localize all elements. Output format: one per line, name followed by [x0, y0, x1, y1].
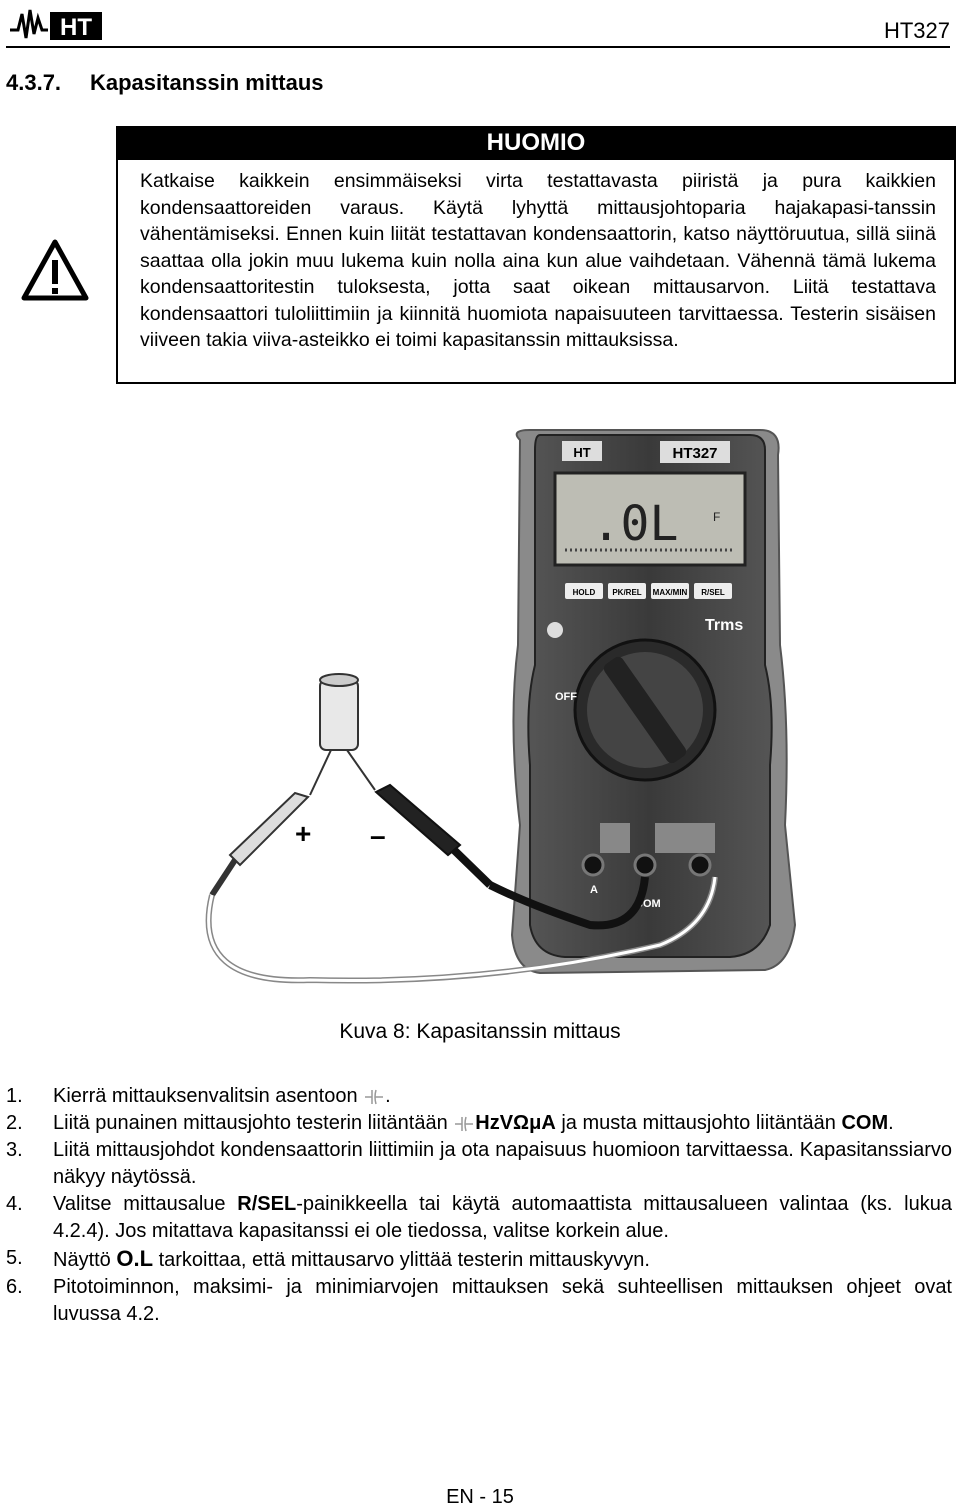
section-number: 4.3.7.	[6, 70, 62, 95]
step-number: 2.	[6, 1112, 23, 1134]
black-probe	[376, 785, 490, 885]
logo-text: HT	[60, 14, 92, 41]
step-text: Kierrä mittauksenvalitsin asentoon	[53, 1085, 364, 1107]
capacitor	[310, 674, 375, 795]
ol-indicator: O.L	[116, 1246, 154, 1271]
step-text: Näyttö	[53, 1249, 117, 1271]
jack-name: HzVΩμA	[475, 1112, 556, 1134]
section-title: Kapasitanssin mittaus	[90, 70, 324, 95]
minus-sign: –	[370, 820, 386, 851]
step-4	[6, 1191, 952, 1245]
jack-a	[583, 855, 603, 875]
lcd-unit: F	[713, 510, 721, 524]
capacitor-symbol-icon	[453, 1115, 475, 1133]
step-text: ja musta mittausjohto liitäntään	[555, 1112, 842, 1134]
rsel-key: R/SEL	[237, 1193, 297, 1215]
step-number: 1.	[6, 1085, 23, 1107]
plus-sign: +	[295, 818, 312, 849]
step-2	[6, 1110, 952, 1137]
step-5	[6, 1245, 952, 1274]
step-text: Liitä mittausjohdot kondensaattorin liittimiin ja ota napaisuus huomioon tarvittaessa. Kapasitanssiarvo näkyy näytössä.	[53, 1139, 952, 1188]
capacitor-symbol-icon	[363, 1088, 385, 1106]
jack-com-label: COM	[635, 898, 661, 910]
step-number: 5.	[6, 1247, 23, 1269]
jack-com	[635, 855, 655, 875]
maxmin-button-label: MAX/MIN	[652, 588, 688, 597]
multimeter-figure	[190, 425, 800, 1025]
com-jack-name: COM	[841, 1112, 889, 1134]
jack-hzvohm	[690, 855, 710, 875]
figure-caption: Kuva 8: Kapasitanssin mittaus	[339, 1020, 621, 1043]
step-3	[6, 1137, 952, 1191]
step-1	[6, 1083, 952, 1110]
jack-a-label: A	[590, 884, 598, 896]
dial-off-label: OFF	[555, 691, 577, 703]
warning-text: Katkaise kaikkein ensimmäiseksi virta testattavasta piiristä ja pura kaikkien kondensaattoreiden varaus. Käytä lyhyttä mittausjohtoparia hajakapasi-tanssin vähentämiseksi. Ennen kuin liität testattavan kondensaattorin, katso näyttöruutua, sillä siinä saattaa olla jokin muu lukema kuin nolla aina kun alue vaihdetaan. Vähennä tämä lukema kondensaattoritestin tuloksesta, jotta saat oikean mittausarvon. Liitä testattava kondensaattori tuloliittimiin ja kiinnitä huomiota napaisuuteen tarvittaessa. Testerin sisäisen viiveen takia viiva-asteikko ei toimi kapasitanssin mittauksissa.	[140, 170, 936, 351]
step-number: 6.	[6, 1276, 23, 1298]
step-number: 3.	[6, 1139, 23, 1161]
step-6	[6, 1274, 952, 1328]
section-heading	[6, 70, 324, 96]
warning-title: HUOMIO	[116, 126, 956, 160]
hold-button-label: HOLD	[572, 588, 596, 597]
step-text: -painikkeella tai käytä automaattista mittausalueen valintaa (ks. lukua 4.2.4). Jos mitattava kapasitanssi ei ole tiedossa, valitse korkein alue.	[53, 1193, 952, 1242]
page-number: EN - 15	[446, 1486, 514, 1508]
red-probe	[212, 793, 308, 895]
step-text: .	[385, 1085, 391, 1107]
step-number: 4.	[6, 1193, 23, 1215]
power-icon	[547, 622, 563, 638]
trms-label: Trms	[705, 617, 744, 634]
steps-list	[6, 1083, 952, 1328]
ht-logo	[8, 4, 104, 44]
device-model: HT327	[672, 445, 718, 462]
rsel-button-label: R/SEL	[701, 588, 725, 597]
step-text: .	[888, 1112, 894, 1134]
header-rule	[6, 46, 950, 48]
device-brand: HT	[573, 445, 591, 460]
step-text: tarkoittaa, että mittausarvo ylittää testerin mittauskyvyn.	[153, 1249, 650, 1271]
step-text: Pitotoiminnon, maksimi- ja minimiarvojen mittauksen sekä suhteellisen mittauksen ohjeet ovat luvussa 4.2.	[53, 1276, 952, 1325]
step-text: Liitä punainen mittausjohto testerin liitäntään	[53, 1112, 454, 1134]
step-text: Valitse mittausalue	[53, 1193, 238, 1215]
warning-icon	[20, 238, 90, 302]
model-name: HT327	[883, 18, 950, 43]
pkrel-button-label: PK/REL	[612, 588, 642, 597]
lcd-reading: .0L	[591, 496, 679, 552]
